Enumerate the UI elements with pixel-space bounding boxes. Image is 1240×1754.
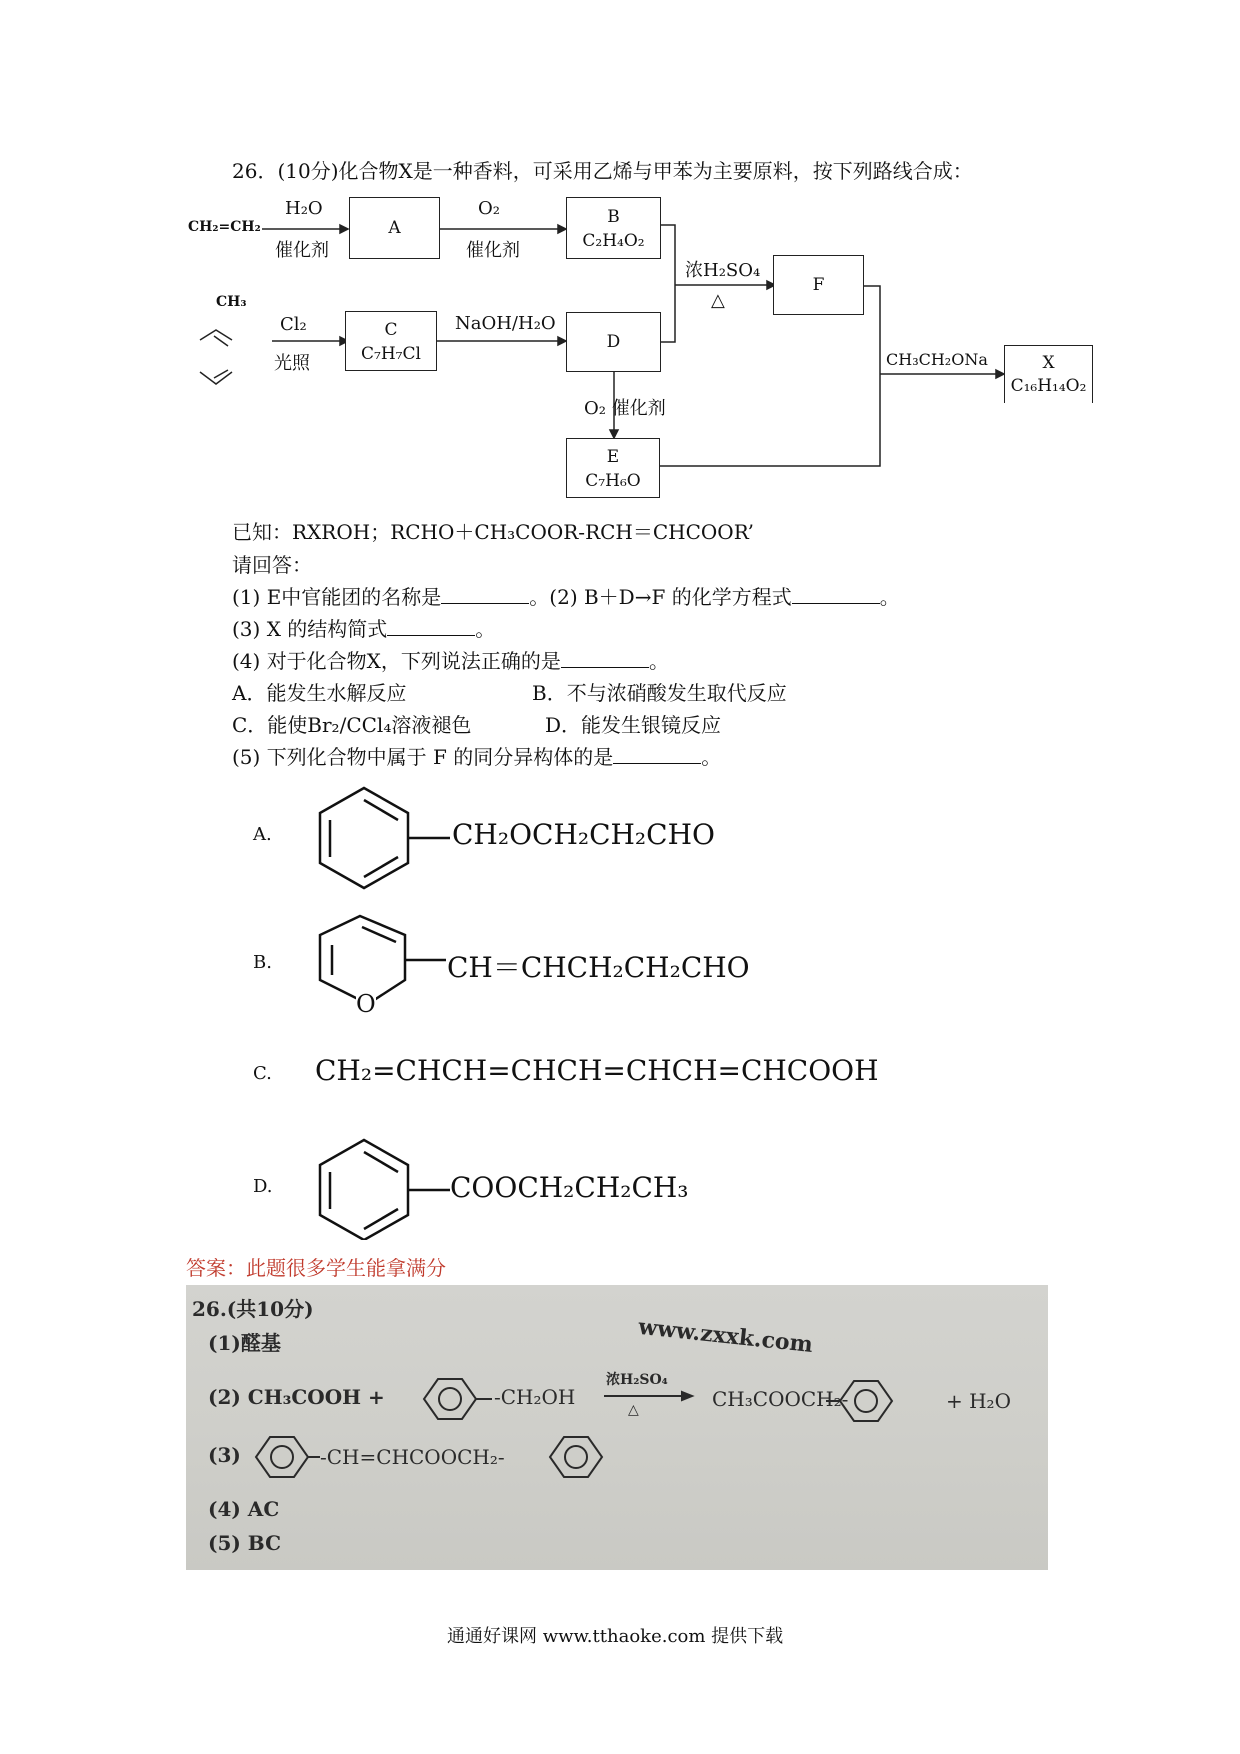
- arrow7-top: CH₃CH₂ONa: [886, 350, 988, 369]
- answer-photo: [186, 1285, 1048, 1570]
- option-b-label: B.: [253, 952, 272, 973]
- arrow3-bottom: 光照: [274, 353, 310, 374]
- arrow2-top: O₂: [478, 198, 500, 219]
- arrow4-top: NaOH/H₂O: [455, 313, 556, 334]
- option-d-formula: COOCH₂CH₂CH₃: [450, 1171, 689, 1204]
- answer-2-prefix: (2) CH₃COOH +: [208, 1385, 385, 1409]
- q4-option-b: B．不与浓硝酸发生取代反应: [532, 681, 787, 705]
- option-b-ring-oxygen: O: [356, 990, 376, 1018]
- box-A: A: [349, 197, 440, 259]
- watermark-text: www.zxxk.com: [637, 1313, 815, 1359]
- answer-1: (1)醛基: [208, 1331, 281, 1355]
- question-4: (4) 对于化合物X，下列说法正确的是 。: [232, 649, 669, 673]
- box-C: C C₇H₇Cl: [345, 311, 437, 371]
- question-5: (5) 下列化合物中属于 F 的同分异构体的是 。: [232, 745, 722, 769]
- option-b-formula: CH＝CHCH₂CH₂CHO: [447, 951, 750, 984]
- option-d-label: D.: [253, 1176, 273, 1197]
- answer-benzene-rings: [186, 1285, 1048, 1570]
- arrow6-label: O₂ 催化剂: [584, 398, 666, 419]
- arrow3-top: Cl₂: [280, 314, 307, 335]
- question-title: 26．(10分)化合物X是一种香料，可采用乙烯与甲苯为主要原料，按下列路线合成：: [232, 159, 973, 183]
- arrow2-bottom: 催化剂: [466, 240, 520, 261]
- answer-2-cond-bottom: △: [628, 1402, 639, 1418]
- q4-option-d: D．能发生银镜反应: [545, 713, 722, 737]
- please-answer: 请回答：: [232, 553, 312, 577]
- arrow5-top: 浓H₂SO₄: [685, 260, 761, 281]
- question-3: (3) X 的结构简式 。: [232, 617, 496, 641]
- answer-header: 26.(共10分): [192, 1297, 314, 1321]
- ethylene-label: CH₂=CH₂: [188, 219, 261, 235]
- option-a-label: A.: [253, 824, 272, 845]
- answer-2-reactant: -CH₂OH: [494, 1385, 576, 1409]
- answer-3-prefix: (3): [208, 1443, 241, 1467]
- answer-2-water: + H₂O: [946, 1389, 1011, 1413]
- known-reactions: 已知：RXROH；RCHO＋CH₃COOR-RCH＝CHCOOR’: [232, 520, 755, 544]
- option-a-formula: CH₂OCH₂CH₂CHO: [452, 818, 715, 851]
- box-E: E C₇H₆O: [566, 438, 660, 498]
- footer-text: 通通好课网 www.tthaoke.com 提供下载: [447, 1626, 784, 1647]
- box-D: D: [566, 312, 661, 372]
- toluene-ch3: CH₃: [216, 294, 247, 310]
- option-c-formula: CH₂=CHCH=CHCH=CHCH=CHCOOH: [315, 1054, 879, 1087]
- arrow1-top: H₂O: [285, 198, 323, 219]
- answer-2-cond-top: 浓H₂SO₄: [606, 1372, 668, 1388]
- question-1-2: (1) E中官能团的名称是 。(2) B＋D→F 的化学方程式 。: [232, 585, 900, 609]
- box-B: B C₂H₄O₂: [566, 197, 661, 259]
- q4-option-a: A．能发生水解反应: [232, 681, 407, 705]
- box-F: F: [773, 255, 864, 315]
- answer-2-product: CH₃COOCH₂-: [712, 1387, 849, 1411]
- answer-4: (4) AC: [208, 1497, 280, 1521]
- arrow1-bottom: 催化剂: [275, 240, 329, 261]
- option-c-label: C.: [253, 1063, 272, 1084]
- arrow5-bottom: △: [711, 290, 725, 311]
- answer-5: (5) BC: [208, 1531, 281, 1555]
- box-X: X C₁₆H₁₄O₂: [1004, 345, 1093, 403]
- answer-3-formula: -CH=CHCOOCH₂-: [320, 1445, 505, 1469]
- answer-title: 答案：此题很多学生能拿满分: [186, 1256, 446, 1280]
- q4-option-c: C．能使Br₂/CCl₄溶液褪色: [232, 713, 472, 737]
